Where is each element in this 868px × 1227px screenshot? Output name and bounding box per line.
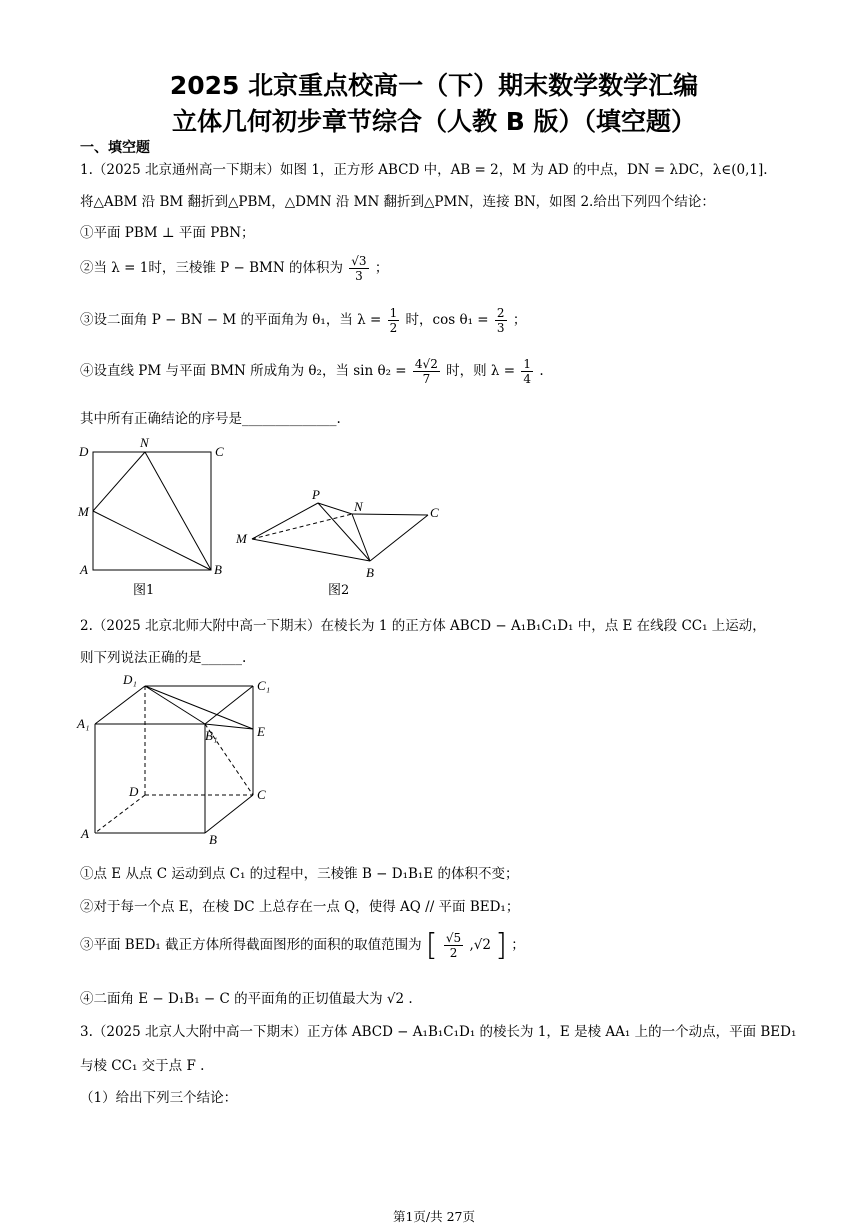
fig1-label-B: B	[214, 562, 222, 577]
fig2-label-B: B	[366, 565, 374, 580]
q1-option-4-den-2: 4	[523, 372, 532, 386]
figure-cube	[75, 670, 280, 848]
q1-option-3-mid: 时，cos θ₁ =	[405, 312, 489, 328]
figure-2-caption: 图2	[328, 583, 350, 598]
q3-line-2: 与棱 CC₁ 交于点 F .	[80, 1058, 205, 1074]
q1-option-3-fraction-1	[388, 306, 400, 335]
fig1-label-M: M	[78, 504, 89, 519]
cube-label-E: E	[257, 724, 265, 739]
q2-line-2: 则下列说法正确的是______.	[80, 650, 247, 666]
q2-option-2: ②对于每一个点 E，在棱 DC 上总存在一点 Q，使得 AQ // 平面 BED₁；	[80, 899, 520, 915]
q1-option-3-den-2: 3	[496, 321, 505, 335]
q1-option-2-end: ；	[374, 260, 389, 276]
figure-1-caption: 图1	[133, 583, 155, 598]
q3-line-3: （1）给出下列三个结论：	[80, 1090, 238, 1106]
cube-label-C: C	[257, 787, 266, 802]
fig1-label-C: C	[215, 444, 224, 459]
fig2-label-N: N	[354, 499, 363, 514]
fig1-label-A: A	[80, 562, 88, 577]
page-footer: 第1页/共 27页	[392, 1209, 476, 1224]
q1-option-4	[80, 357, 544, 386]
q1-option-2	[80, 254, 388, 283]
q1-option-2-fraction	[349, 254, 368, 283]
q1-option-4-end: .	[539, 363, 544, 379]
cube-label-D1: D₁	[123, 672, 137, 687]
q1-option-4-text: ④设直线 PM 与平面 BMN 所成角为 θ₂，当 sin θ₂ =	[80, 363, 407, 379]
q1-option-2-num: √3	[351, 254, 367, 268]
q1-option-2-den: 3	[355, 269, 363, 283]
q3-line-1: 3.（2025 北京人大附中高一下期末）正方体 ABCD − A₁B₁C₁D₁ 的棱长为 1，E 是棱 AA₁ 上的一个动点，平面 BED₁	[80, 1024, 797, 1040]
q2-option-3-text: ③平面 BED₁ 截正方体所得截面图形的面积的取值范围为	[80, 937, 422, 953]
q1-line-2: 将△ABM 沿 BM 翻折到△PBM，△DMN 沿 MN 翻折到△PMN，连接 BN，如图 2.给出下列四个结论：	[80, 194, 715, 210]
cube-label-B: B	[209, 832, 217, 847]
cube-label-A1: A₁	[77, 716, 90, 731]
section-heading: 一、填空题	[80, 140, 150, 156]
q1-option-3-num-1: 1	[389, 306, 398, 320]
q1-option-3	[80, 306, 526, 335]
figure-1-square	[75, 432, 230, 582]
q1-option-4-fraction-1	[413, 357, 440, 386]
q1-option-2-text: ②当 λ = 1时，三棱锥 P − BMN 的体积为	[80, 260, 343, 276]
fig2-label-M: M	[236, 531, 247, 546]
title-line-1: 2025 北京重点校高一（下）期末数学数学汇编	[169, 71, 699, 100]
q1-option-3-num-2: 2	[496, 306, 505, 320]
q2-right-bracket: ]	[495, 928, 507, 963]
q1-option-3-fraction-2	[495, 306, 507, 335]
q2-option-3-num: √5	[445, 931, 462, 945]
q1-option-3-text: ③设二面角 P − BN − M 的平面角为 θ₁，当 λ =	[80, 312, 382, 328]
cube-label-D: D	[129, 784, 139, 799]
q2-option-1: ①点 E 从点 C 运动到点 C₁ 的过程中，三棱锥 B − D₁B₁E 的体积不变；	[80, 866, 519, 882]
cube-label-A: A	[81, 826, 89, 841]
q2-option-3-den: 2	[449, 946, 458, 960]
q1-question: 其中所有正确结论的序号是______________.	[80, 411, 341, 427]
q1-option-1: ①平面 PBM ⊥ 平面 PBN；	[80, 225, 255, 241]
q1-option-3-end: ；	[512, 312, 527, 328]
q2-option-3-end: ；	[511, 937, 525, 953]
fig2-label-P: P	[312, 487, 320, 502]
cube-label-C1: C₁	[257, 678, 271, 693]
q1-option-4-den-1: 7	[422, 372, 431, 386]
fig1-label-N: N	[140, 435, 149, 450]
q1-option-4-num-1: 4√2	[414, 357, 438, 371]
q1-line-1: 1.（2025 北京通州高一下期末）如图 1，正方形 ABCD 中，AB = 2，M 为 AD 的中点，DN = λDC，λ∈(0,1].	[80, 162, 768, 178]
fig1-label-D: D	[79, 444, 89, 459]
q2-left-bracket: [	[425, 928, 438, 963]
q2-option-4: ④二面角 E − D₁B₁ − C 的平面角的正切值最大为 √2 .	[80, 991, 413, 1007]
q1-option-4-fraction-2	[521, 357, 533, 386]
figure-2-folded	[232, 485, 447, 585]
q1-option-4-num-2: 1	[523, 357, 532, 371]
q2-line-1: 2.（2025 北京北师大附中高一下期末）在棱长为 1 的正方体 ABCD − A₁B₁C₁D₁ 中，点 E 在线段 CC₁ 上运动，	[80, 618, 766, 634]
q2-option-3-fraction	[444, 931, 463, 960]
q1-option-3-den-1: 2	[389, 321, 398, 335]
q2-option-3	[80, 928, 525, 963]
fig2-label-C: C	[430, 505, 439, 520]
cube-label-B1: B₁	[205, 728, 218, 743]
q2-option-3-upper: ,√2	[469, 937, 491, 953]
q1-option-4-mid: 时，则 λ =	[446, 363, 516, 379]
title-line-2: 立体几何初步章节综合（人教 B 版）（填空题）	[172, 107, 696, 136]
